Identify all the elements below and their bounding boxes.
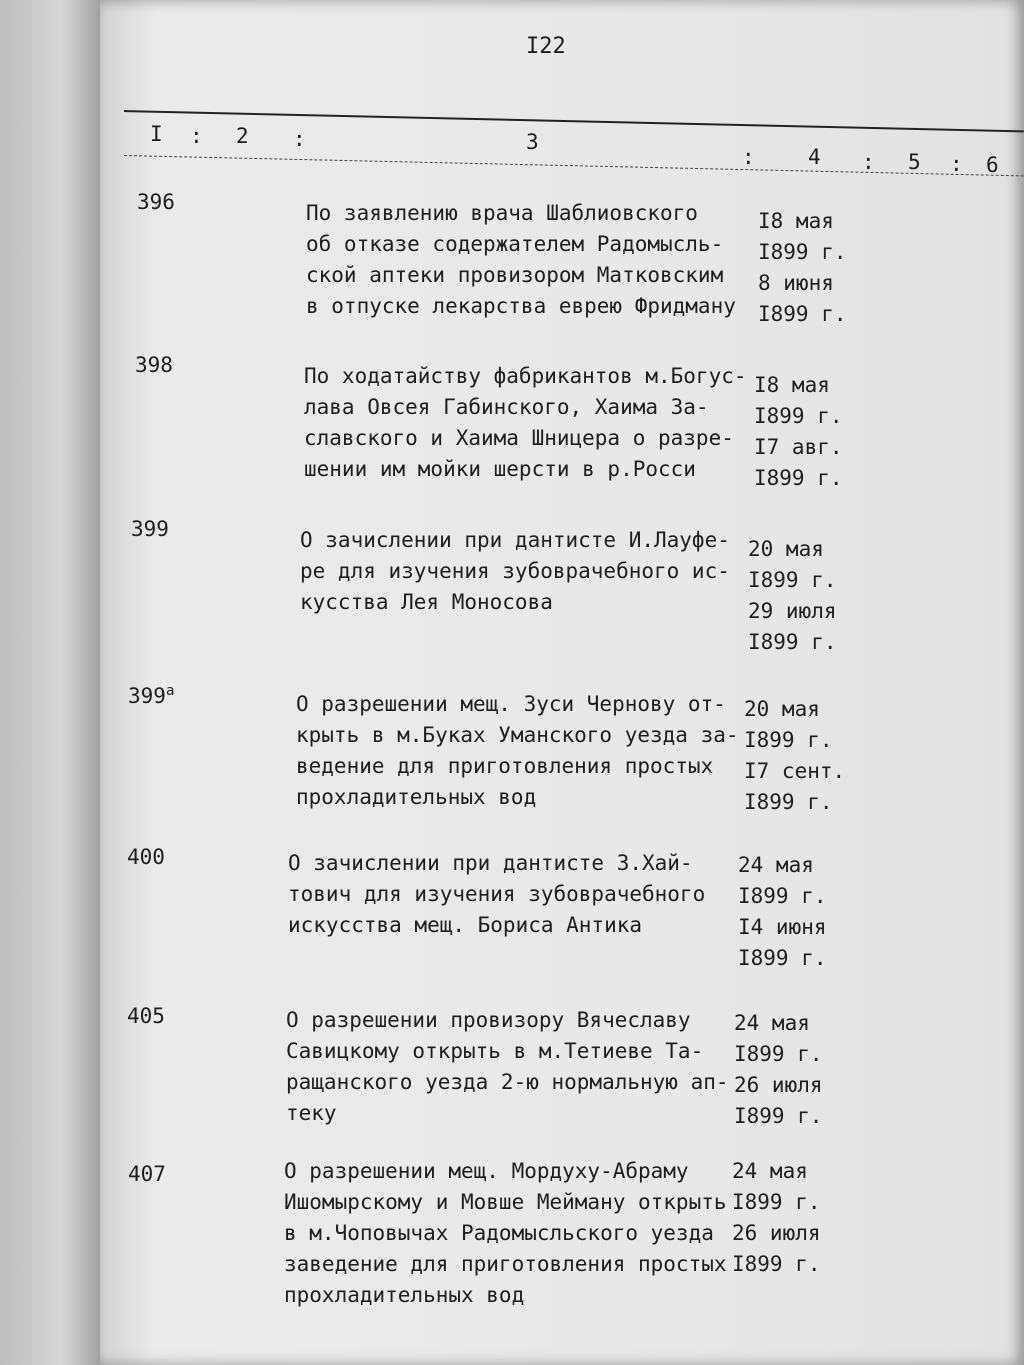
description-line: теку <box>286 1101 337 1125</box>
date-line: I899 г. <box>758 240 847 264</box>
description-line: прохладительных вод <box>296 785 537 809</box>
entry-dates <box>748 534 837 658</box>
description-line: искусства мещ. Бориса Антика <box>288 913 643 937</box>
entry-description <box>300 525 730 618</box>
date-line: I8 мая <box>754 373 830 397</box>
description-line: О зачислении при дантисте З.Хай- <box>288 851 693 875</box>
entry-description <box>286 1005 729 1129</box>
page-number: I22 <box>526 34 566 59</box>
description-line: тович для изучения зубоврачебного <box>288 882 706 906</box>
entry-number: 400 <box>127 845 165 869</box>
date-line: I899 г. <box>738 884 827 908</box>
entry-number-main: 399 <box>128 684 166 708</box>
date-line: I899 г. <box>734 1104 823 1128</box>
entry-description <box>306 198 736 322</box>
column-header-5: 5 <box>908 150 921 174</box>
description-line: крыть в м.Буках Уманского уезда за- <box>296 723 739 747</box>
description-line: лава Овсея Габинского, Хаима За- <box>304 395 709 419</box>
entry-dates <box>738 850 827 974</box>
description-line: кусства Лея Моносова <box>300 590 553 614</box>
entry-dates <box>732 1156 821 1280</box>
date-line: I7 сент. <box>744 759 846 783</box>
entry-number: 398 <box>135 353 173 377</box>
description-line: заведение для приготовления простых <box>284 1252 727 1276</box>
description-line: ской аптеки провизором Матковским <box>306 263 724 287</box>
date-line: I899 г. <box>758 302 847 326</box>
date-line: I899 г. <box>732 1252 821 1276</box>
column-header-sep: : <box>293 127 306 151</box>
date-line: 20 мая <box>744 697 820 721</box>
date-line: I899 г. <box>754 466 843 490</box>
entry-number-suffix: а <box>165 683 175 699</box>
date-line: I899 г. <box>754 404 843 428</box>
description-line: Ишомырскому и Мовше Мейману открыть <box>284 1190 727 1214</box>
date-line: I8 мая <box>758 209 834 233</box>
column-header-sep: : <box>862 150 875 174</box>
column-header-6: 6 <box>986 153 999 177</box>
date-line: I899 г. <box>744 728 833 752</box>
column-header-2: 2 <box>236 124 249 148</box>
date-line: I899 г. <box>744 790 833 814</box>
entry-dates <box>734 1008 823 1132</box>
date-line: 26 июля <box>734 1073 823 1097</box>
column-header-4: 4 <box>808 145 821 169</box>
date-line: 24 мая <box>734 1011 810 1035</box>
entry-number: 405 <box>127 1004 165 1028</box>
column-header-sep: : <box>950 152 963 176</box>
description-line: ведение для приготовления простых <box>296 754 714 778</box>
column-header-sep: : <box>742 145 755 169</box>
entry-description <box>304 361 747 485</box>
description-line: ре для изучения зубоврачебного ис- <box>300 559 730 583</box>
description-line: О зачислении при дантисте И.Лауфе- <box>300 528 730 552</box>
book-spine <box>0 0 112 1365</box>
description-line: славского и Хаима Шницера о разре- <box>304 426 734 450</box>
description-line: прохладительных вод <box>284 1283 525 1307</box>
date-line: I4 июня <box>738 915 827 939</box>
description-line: в м.Чоповычах Радомысльского уезда <box>284 1221 714 1245</box>
entry-number <box>128 683 174 708</box>
entry-number: 407 <box>128 1162 166 1186</box>
entry-dates <box>754 370 843 494</box>
date-line: 29 июля <box>748 599 837 623</box>
date-line: I7 авг. <box>754 435 843 459</box>
description-line: О разрешении мещ. Зуси Чернову от- <box>296 692 726 716</box>
description-line: ращанского уезда 2-ю нормальную ап- <box>286 1070 729 1094</box>
description-line: об отказе содержателем Радомысль- <box>306 232 724 256</box>
entry-description <box>288 848 705 941</box>
date-line: 24 мая <box>732 1159 808 1183</box>
column-header-sep: : <box>190 124 203 148</box>
entry-number: 399 <box>131 517 169 541</box>
date-line: I899 г. <box>748 568 837 592</box>
date-line: 24 мая <box>738 853 814 877</box>
description-line: О разрешении провизору Вячеславу <box>286 1008 691 1032</box>
date-line: I899 г. <box>748 630 837 654</box>
date-line: I899 г. <box>734 1042 823 1066</box>
description-line: в отпуске лекарства еврею Фридману <box>306 294 736 318</box>
column-header-3: 3 <box>526 130 539 154</box>
date-line: 26 июля <box>732 1221 821 1245</box>
entry-dates <box>758 206 847 330</box>
entry-description <box>284 1156 727 1311</box>
date-line: 8 июня <box>758 271 834 295</box>
column-header-1: I <box>150 122 163 146</box>
date-line: I899 г. <box>732 1190 821 1214</box>
entry-number: 396 <box>137 190 175 214</box>
description-line: По ходатайству фабрикантов м.Богус- <box>304 364 747 388</box>
entry-dates <box>744 694 845 818</box>
date-line: I899 г. <box>738 946 827 970</box>
description-line: шении им мойки шерсти в р.Росси <box>304 457 696 481</box>
date-line: 20 мая <box>748 537 824 561</box>
entry-description <box>296 689 739 813</box>
description-line: Савицкому открыть в м.Тетиеве Та- <box>286 1039 704 1063</box>
description-line: По заявлению врача Шаблиовского <box>306 201 698 225</box>
description-line: О разрешении мещ. Мордуху-Абраму <box>284 1159 689 1183</box>
